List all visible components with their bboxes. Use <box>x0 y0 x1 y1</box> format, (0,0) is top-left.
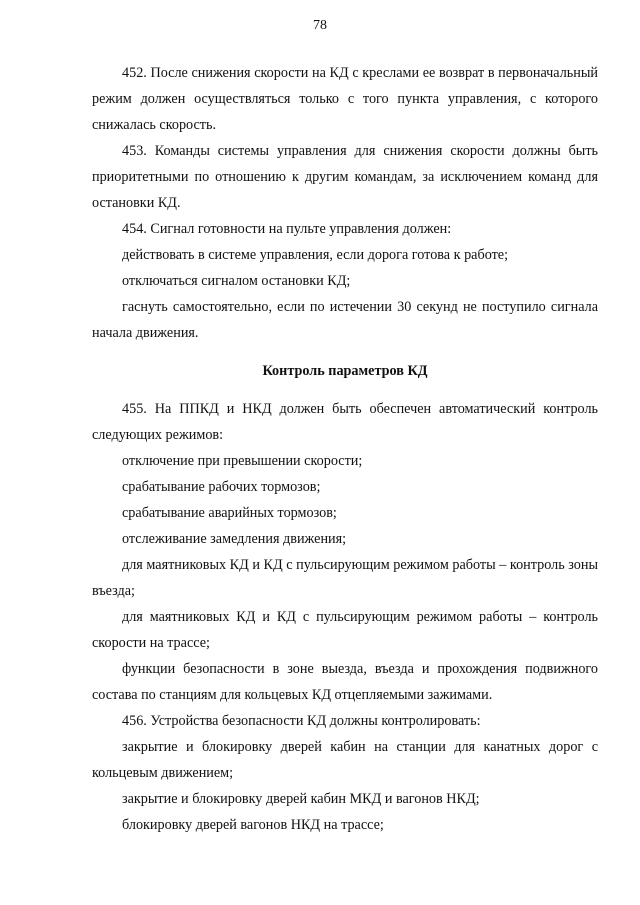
list-item: блокировку дверей вагонов НКД на трассе; <box>122 817 384 833</box>
paragraph-454: 454. Сигнал готовности на пульте управления должен: <box>122 221 452 237</box>
list-item: отключаться сигналом остановки КД; <box>122 273 351 289</box>
list-item: для маятниковых КД и КД с пульсирующим режимом работы – контроль скорости на трассе; <box>92 609 598 651</box>
list-item: срабатывание аварийных тормозов; <box>122 505 337 521</box>
paragraph-456: 456. Устройства безопасности КД должны контролировать: <box>122 713 481 729</box>
list-item: для маятниковых КД и КД с пульсирующим режимом работы – контроль зоны въезда; <box>92 557 598 599</box>
list-item: отслеживание замедления движения; <box>122 531 347 547</box>
list-item: действовать в системе управления, если дорога готова к работе; <box>122 247 509 263</box>
list-item: срабатывание рабочих тормозов; <box>122 479 321 495</box>
paragraph-455: 455. На ППКД и НКД должен быть обеспечен автоматический контроль следующих режимов: <box>92 401 598 443</box>
list-item: гаснуть самостоятельно, если по истечении 30 секунд не поступило сигнала начала движения. <box>92 299 598 341</box>
list-item: закрытие и блокировку дверей кабин на станции для канатных дорог с кольцевым движением; <box>92 739 598 781</box>
list-item: функции безопасности в зоне выезда, въезда и прохождения подвижного состава по станциям для кольцевых КД отцепляемыми зажимами. <box>92 661 598 703</box>
document-body <box>92 60 598 838</box>
paragraph-452: 452. После снижения скорости на КД с креслами ее возврат в первоначальный режим должен осуществляться только с того пункта управления, с которого снижалась скорость. <box>92 65 598 133</box>
paragraph-453: 453. Команды системы управления для снижения скорости должны быть приоритетными по отношению к другим командам, за исключением команд для остановки КД. <box>92 143 598 211</box>
list-item: закрытие и блокировку дверей кабин МКД и вагонов НКД; <box>122 791 480 807</box>
section-heading: Контроль параметров КД <box>262 363 428 379</box>
page-number: 78 <box>313 18 327 33</box>
list-item: отключение при превышении скорости; <box>122 453 363 469</box>
